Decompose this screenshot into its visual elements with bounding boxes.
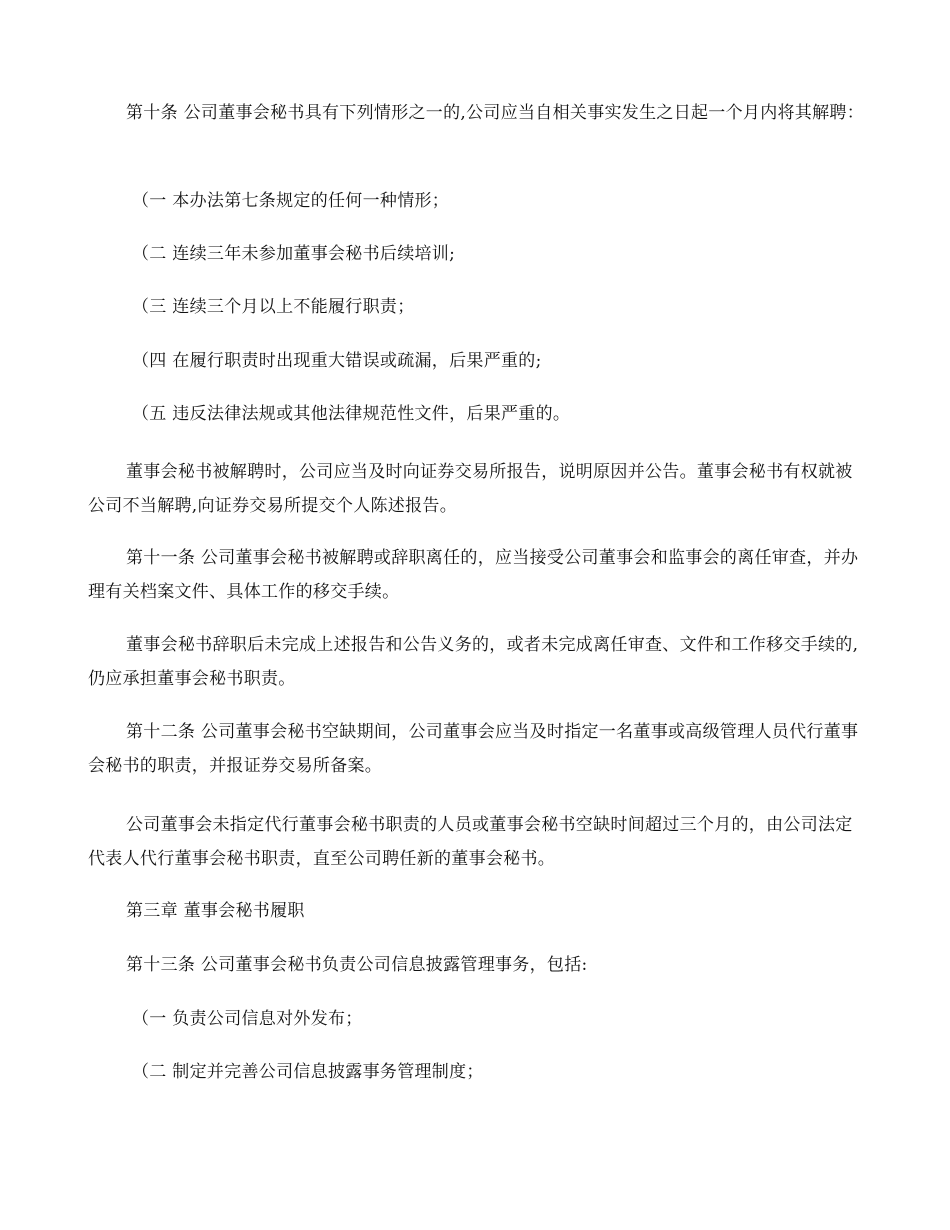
article-10-item-3: （三 连续三个月以上不能履行职责；	[132, 297, 415, 317]
article-13-item-1: （一 负责公司信息对外发布；	[132, 1009, 363, 1029]
article-10-item-2: （二 连续三年未参加董事会秘书后续培训;	[132, 244, 456, 264]
article-12: 第十二条 公司董事会秘书空缺期间，公司董事会应当及时指定一名董事或高级管理人员代行董事会秘书的职责，并报证券交易所备案。	[88, 722, 859, 776]
article-10-item-1: （一 本办法第七条规定的任何一种情形；	[132, 191, 450, 211]
dismissal-report-paragraph: 董事会秘书被解聘时，公司应当及时向证券交易所报告，说明原因并公告。董事会秘书有权就被公司不当解聘,向证券交易所提交个人陈述报告。	[88, 462, 853, 516]
article-11: 第十一条 公司董事会秘书被解聘或辞职离任的，应当接受公司董事会和监事会的离任审查，并办理有关档案文件、具体工作的移交手续。	[88, 548, 859, 602]
vacancy-paragraph: 公司董事会未指定代行董事会秘书职责的人员或董事会秘书空缺时间超过三个月的，由公司法定代表人代行董事会秘书职责，直至公司聘任新的董事会秘书。	[88, 815, 853, 869]
article-10: 第十条 公司董事会秘书具有下列情形之一的,公司应当自相关事实发生之日起一个月内将其解聘：	[126, 103, 865, 123]
article-10-item-4: （四 在履行职责时出现重大错误或疏漏，后果严重的;	[132, 351, 542, 371]
article-13: 第十三条 公司董事会秘书负责公司信息披露管理事务，包括:	[126, 955, 588, 975]
article-13-item-2: （二 制定并完善公司信息披露事务管理制度；	[132, 1062, 484, 1082]
article-10-item-5: （五 违反法律法规或其他法律规范性文件，后果严重的。	[132, 404, 571, 424]
resignation-duty-paragraph: 董事会秘书辞职后未完成上述报告和公告义务的，或者未完成离任审查、文件和工作移交手续的,仍应承担董事会秘书职责。	[88, 635, 859, 689]
chapter-3-heading: 第三章 董事会秘书履职	[126, 901, 305, 921]
